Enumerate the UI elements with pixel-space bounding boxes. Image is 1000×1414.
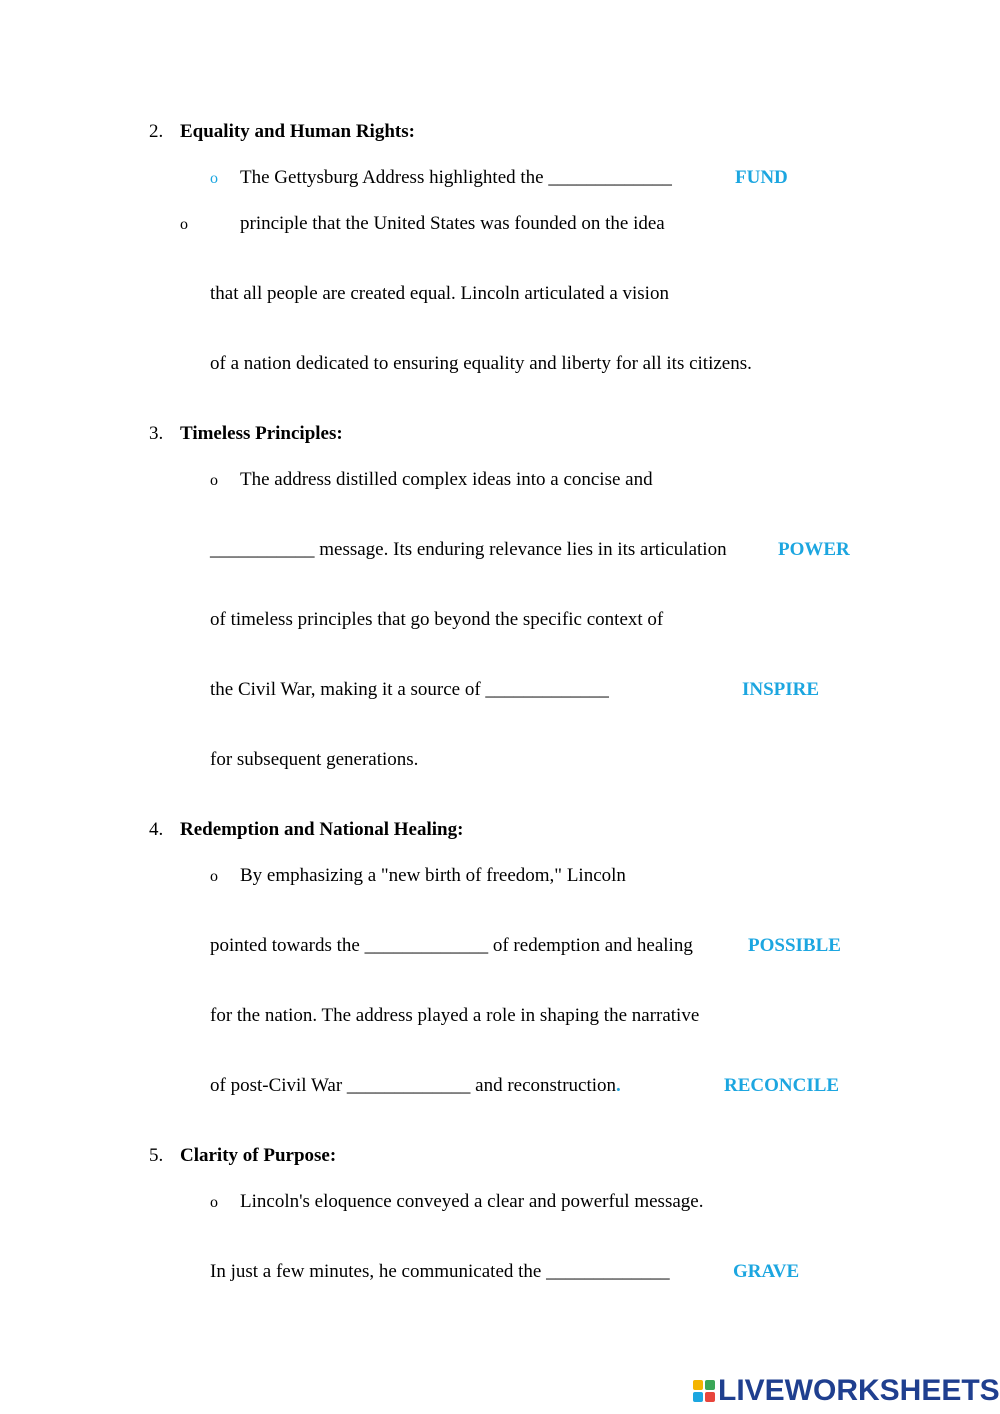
section-heading: Clarity of Purpose: (180, 1145, 337, 1166)
section-heading: Redemption and National Healing: (180, 819, 464, 840)
text-line-with-dot (210, 1075, 621, 1097)
section-heading: Timeless Principles: (180, 423, 343, 444)
section-heading: Equality and Human Rights: (180, 121, 415, 142)
text-line: pointed towards the _____________ of redemption and healing (210, 935, 693, 956)
section-number: 3. (149, 423, 164, 444)
text-line: the Civil War, making it a source of _____________ (210, 679, 609, 700)
text-line: By emphasizing a "new birth of freedom," Lincoln (240, 865, 626, 886)
bullet-icon: o (210, 1194, 218, 1211)
text-line: that all people are created equal. Lincoln articulated a vision (210, 283, 669, 304)
section-number: 4. (149, 819, 164, 840)
liveworksheets-logo[interactable] (692, 1374, 1000, 1408)
text-line: principle that the United States was founded on the idea (240, 213, 665, 234)
bullet-icon: o (210, 170, 218, 187)
section-number: 2. (149, 121, 164, 142)
logo-text: LIVEWORKSHEETS (718, 1374, 1000, 1407)
text-line: of timeless principles that go beyond the specific context of (210, 609, 664, 630)
bullet-icon: o (180, 216, 188, 233)
text-line: ___________ message. Its enduring relevance lies in its articulation (210, 539, 727, 560)
bullet-icon: o (210, 472, 218, 489)
bullet-icon: o (210, 868, 218, 885)
keyword-possible: POSSIBLE (748, 935, 841, 956)
text-line: Lincoln's eloquence conveyed a clear and powerful message. (240, 1191, 704, 1212)
text-line: for the nation. The address played a role in shaping the narrative (210, 1005, 700, 1026)
text-line: In just a few minutes, he communicated the _____________ (210, 1261, 670, 1282)
keyword-power: POWER (778, 539, 850, 560)
text-line: of post-Civil War _____________ and reconstruction (210, 1075, 617, 1096)
keyword-inspire: INSPIRE (742, 679, 820, 700)
trailing-dot: . (616, 1075, 621, 1096)
keyword-reconcile: RECONCILE (724, 1075, 840, 1096)
text-line: for subsequent generations. (210, 749, 419, 770)
section-number: 5. (149, 1145, 164, 1166)
text-line: The Gettysburg Address highlighted the _____________ (240, 167, 672, 188)
logo-grid-icon (692, 1379, 716, 1403)
text-line: The address distilled complex ideas into a concise and (240, 469, 653, 490)
keyword-grave: GRAVE (733, 1261, 800, 1282)
keyword-fund: FUND (735, 167, 788, 188)
logo-square (705, 1392, 715, 1402)
logo-square (693, 1392, 703, 1402)
logo-square (693, 1380, 703, 1390)
logo-square (705, 1380, 715, 1390)
text-line: of a nation dedicated to ensuring equality and liberty for all its citizens. (210, 353, 752, 374)
